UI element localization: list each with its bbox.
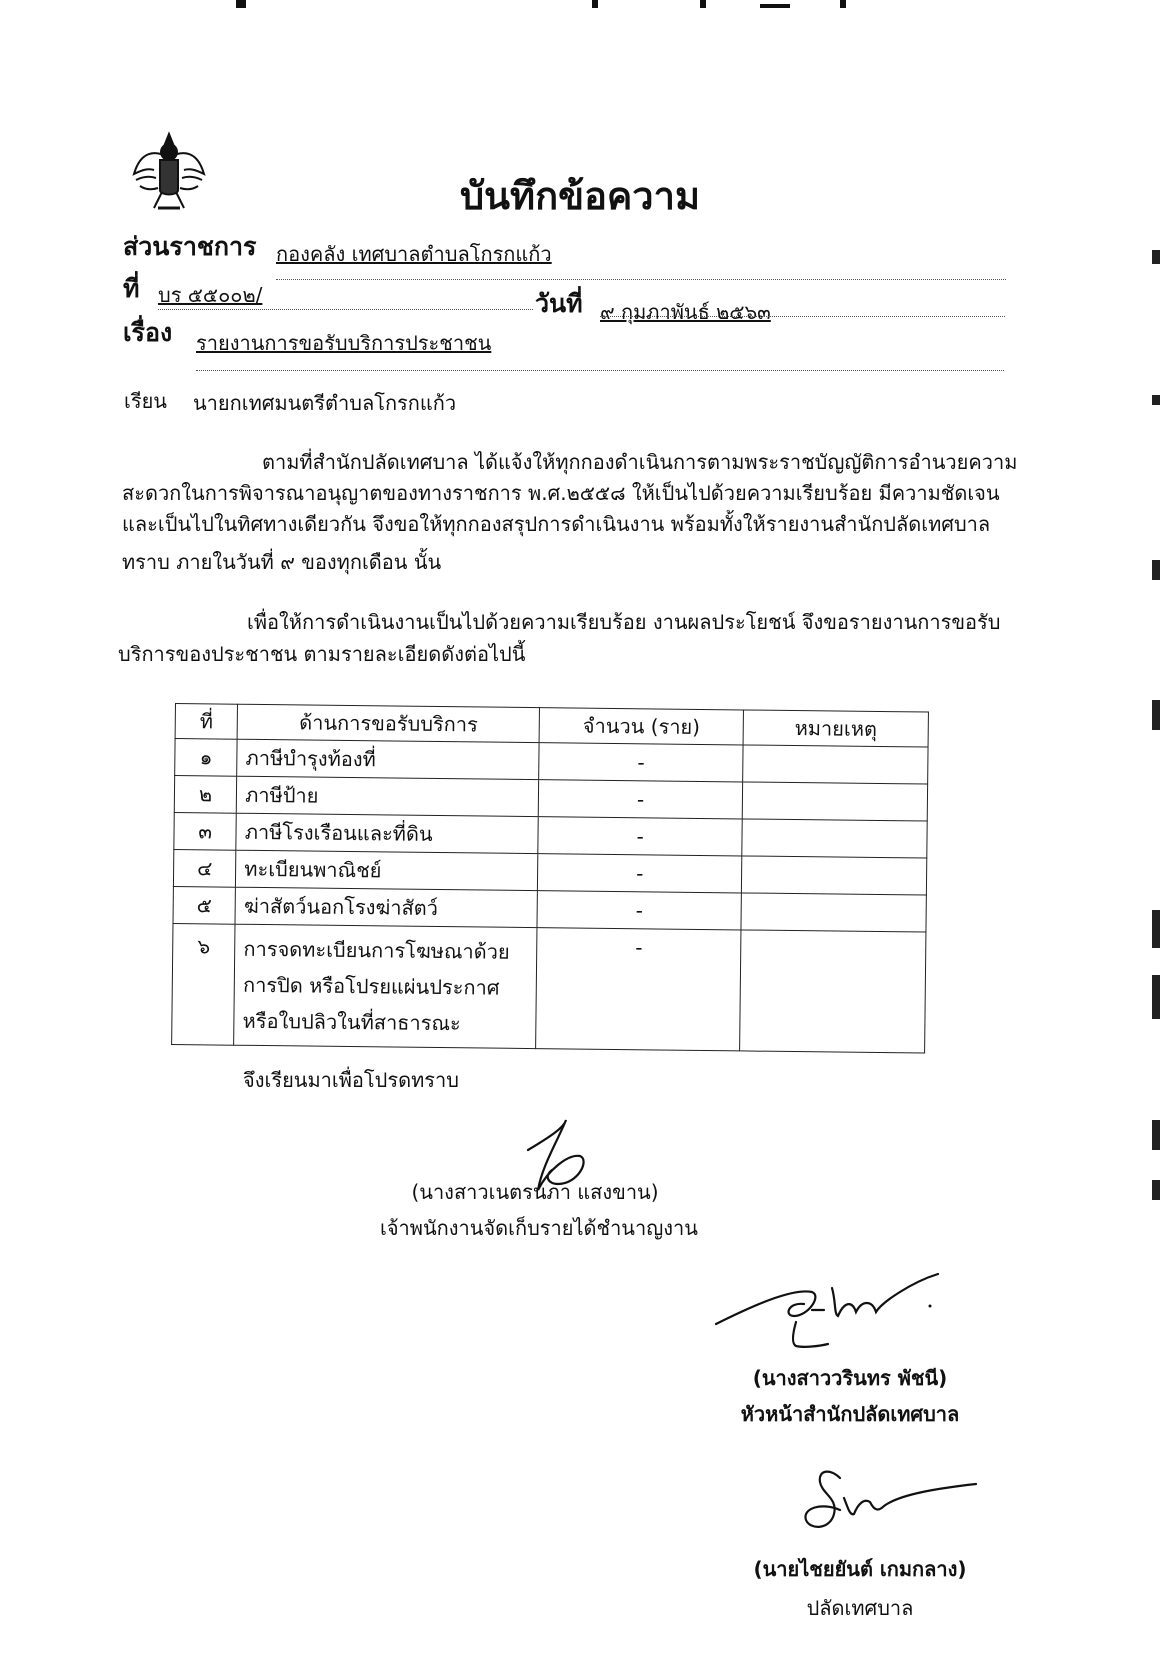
- row-note: [742, 856, 927, 895]
- agency-label: ส่วนราชการ: [123, 232, 257, 261]
- paragraph1-line: ทราบ ภายในวันที่ ๙ ของทุกเดือน นั้น: [122, 550, 442, 574]
- subject-label: เรื่อง: [123, 318, 173, 347]
- scan-edge-mark: [1152, 910, 1160, 948]
- signer1-name: (นางสาวเนตรนภา แสงขาน): [411, 1180, 659, 1204]
- signature-2: [712, 1262, 952, 1358]
- subject-dotline: [196, 370, 1004, 371]
- row-note: [742, 782, 927, 821]
- salutation-value: นายกเทศมนตรีตำบลโกรกแก้ว: [193, 391, 457, 415]
- ref-value: บร ๕๕๐๐๒/: [158, 283, 263, 307]
- col-header-service: ด้านการขอรับบริการ: [237, 704, 539, 742]
- document-title: บันทึกข้อความ: [459, 174, 701, 218]
- date-dotline: [600, 316, 1005, 317]
- row-no: ๓: [174, 812, 237, 850]
- subject-value: รายงานการขอรับบริการประชาชน: [196, 331, 492, 355]
- scan-edge-mark: [1152, 560, 1160, 580]
- row-no: ๒: [174, 776, 237, 814]
- row-no: ๑: [175, 739, 238, 777]
- row-note: [740, 930, 926, 1053]
- signer3-position: ปลัดเทศบาล: [806, 1596, 914, 1620]
- service-report-table: [171, 703, 929, 1054]
- row-note: [742, 819, 927, 858]
- table-row: [172, 923, 926, 1053]
- paragraph1-line: และเป็นไปในทิศทางเดียวกัน จึงขอให้ทุกกองสรุปการดำเนินงาน พร้อมทั้งให้รายงานสำนักปลัดเทศบาล: [122, 512, 991, 536]
- paragraph2-line: เพื่อให้การดำเนินงานเป็นไปด้วยความเรียบร้อย งานผลประโยชน์ จึงขอรายงานการขอรับ: [247, 610, 1001, 634]
- row-service: ภาษีป้าย: [236, 776, 538, 816]
- row-service: [234, 924, 537, 1048]
- row-count: -: [537, 891, 741, 930]
- row-service: ภาษีบำรุงท้องที่: [237, 739, 539, 779]
- date-label: วันที่: [535, 289, 583, 318]
- row-count: -: [536, 928, 741, 1051]
- scan-edge-mark: [1152, 395, 1160, 405]
- row-note: [741, 893, 926, 932]
- date-value: ๙ กุมภาพันธ์ ๒๕๖๓: [600, 300, 771, 324]
- agency-value: กองคลัง เทศบาลตำบลโกรกแก้ว: [276, 242, 552, 266]
- ref-label: ที่: [123, 274, 140, 303]
- row-service: ทะเบียนพาณิชย์: [236, 850, 538, 890]
- scan-edge-mark: [1152, 250, 1160, 264]
- paragraph2-line: บริการของประชาชน ตามรายละเอียดดังต่อไปนี้: [118, 642, 526, 666]
- col-header-no: ที่: [175, 704, 238, 740]
- signer3-name: (นายไชยยันต์ เกมกลาง): [753, 1557, 967, 1581]
- row-service: ฆ่าสัตว์นอกโรงฆ่าสัตว์: [235, 887, 537, 927]
- row-note: [743, 745, 928, 784]
- signer2-name: (นางสาววรินทร พัชนี): [752, 1366, 948, 1390]
- paragraph1-line: สะดวกในการพิจารณาอนุญาตของทางราชการ พ.ศ.๒๕๕๘ ให้เป็นไปด้วยความเรียบร้อย มีความชัดเจน: [122, 481, 1000, 505]
- scan-edge-mark: [1152, 1120, 1160, 1150]
- row-service-line: การจดทะเบียนการโฆษณาด้วย: [243, 936, 510, 964]
- row-no: ๔: [173, 849, 236, 887]
- row-no: ๖: [172, 923, 236, 1045]
- row-service-line: การปิด หรือโปรยแผ่นประกาศ: [242, 972, 500, 1000]
- scan-edge-mark: [1152, 975, 1160, 1019]
- scan-edge-mark: [1152, 700, 1160, 730]
- agency-dotline: [276, 279, 1006, 280]
- signer2-position: หัวหน้าสำนักปลัดเทศบาล: [740, 1402, 960, 1426]
- row-service-line: หรือใบปลิวในที่สาธารณะ: [242, 1008, 461, 1036]
- scan-top-marks: [0, 0, 1160, 14]
- col-header-note: หมายเหตุ: [743, 710, 928, 747]
- row-count: -: [538, 780, 742, 819]
- row-count: -: [538, 817, 742, 856]
- ref-dotline: [158, 309, 533, 310]
- scan-edge-mark: [1152, 1180, 1160, 1200]
- row-count: -: [539, 743, 743, 782]
- row-count: -: [538, 854, 742, 893]
- paragraph1-line: ตามที่สำนักปลัดเทศบาล ได้แจ้งให้ทุกกองดำเนินการตามพระราชบัญญัติการอำนวยความ: [262, 450, 1018, 474]
- signer1-position: เจ้าพนักงานจัดเก็บรายได้ชำนาญงาน: [380, 1216, 698, 1240]
- row-service: ภาษีโรงเรือนและที่ดิน: [236, 813, 538, 853]
- row-no: ๕: [173, 886, 236, 924]
- closing-text: จึงเรียนมาเพื่อโปรดทราบ: [243, 1068, 459, 1092]
- col-header-count: จำนวน (ราย): [539, 708, 743, 745]
- signature-3: [800, 1458, 980, 1550]
- salutation-label: เรียน: [124, 389, 167, 413]
